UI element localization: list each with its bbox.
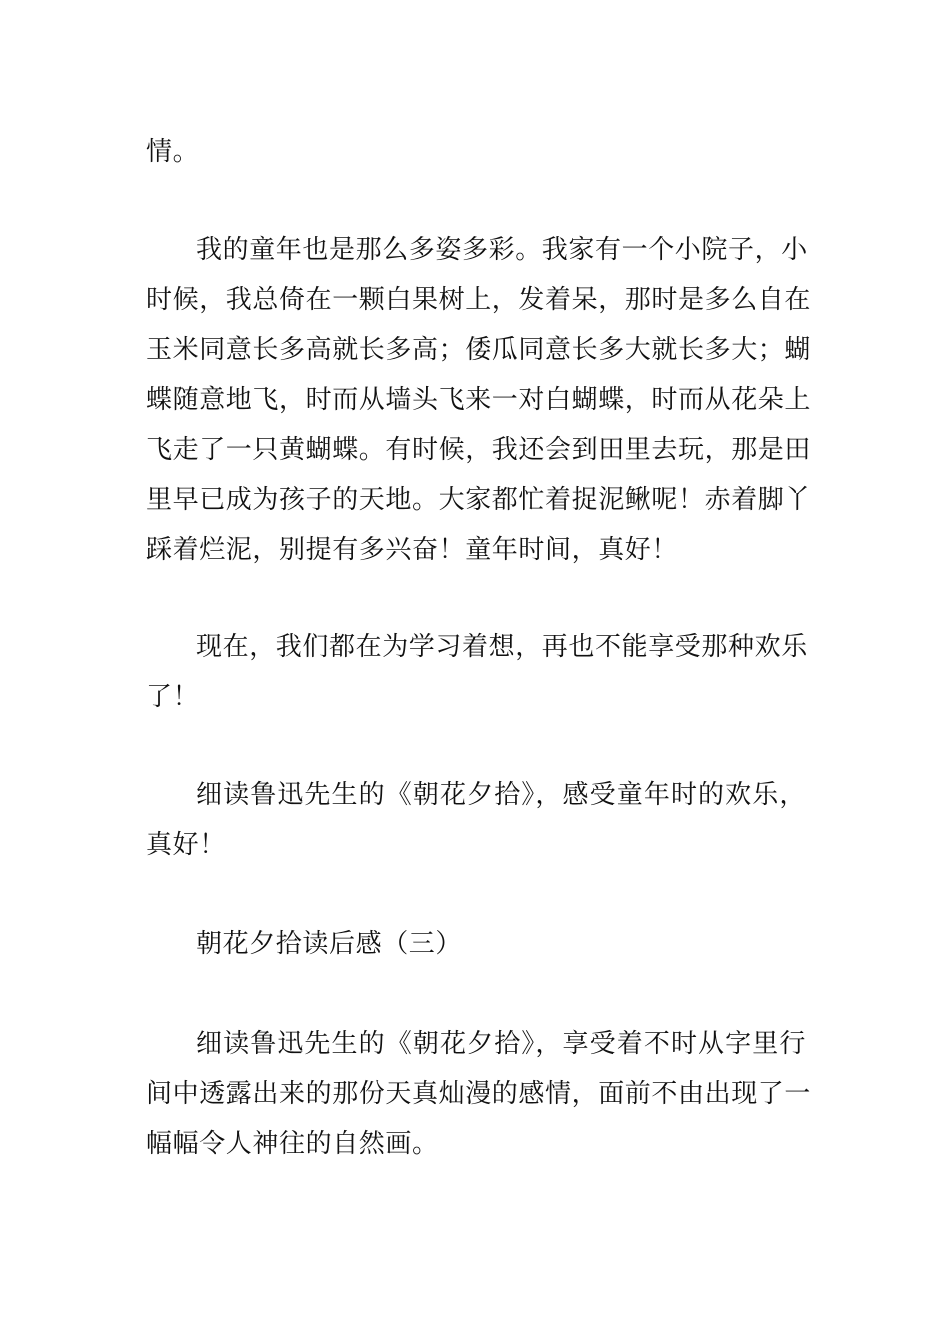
- paragraph-line: 踩着烂泥，别提有多兴奋！童年时间，真好！: [146, 535, 679, 565]
- paragraph-line: 飞走了一只黄蝴蝶。有时候，我还会到田里去玩，那是田: [146, 435, 812, 465]
- paragraph-line: 蝶随意地飞，时而从墙头飞来一对白蝴蝶，时而从花朵上: [146, 385, 812, 415]
- paragraph-line: 细读鲁迅先生的《朝花夕拾》，享受着不时从字里行: [196, 1029, 806, 1059]
- paragraph-line: 我的童年也是那么多姿多彩。我家有一个小院子，小: [196, 235, 808, 265]
- paragraph-line: 间中透露出来的那份天真灿漫的感情，面前不由出现了一: [146, 1079, 812, 1109]
- continuation-line: 情。: [146, 137, 200, 167]
- paragraph-line: 幅幅令人神往的自然画。: [146, 1129, 439, 1159]
- paragraph-line: 细读鲁迅先生的《朝花夕拾》，感受童年时的欢乐，: [196, 780, 806, 810]
- paragraph-line: 时候，我总倚在一颗白果树上，发着呆，那时是多么自在: [146, 285, 812, 315]
- paragraph-line: 玉米同意长多高就长多高；倭瓜同意长多大就长多大；蝴: [146, 335, 812, 365]
- paragraph-line: 里早已成为孩子的天地。大家都忙着捉泥鳅呢！赤着脚丫: [146, 485, 812, 515]
- paragraph-line: 真好！: [146, 830, 226, 860]
- paragraph-line: 现在，我们都在为学习着想，再也不能享受那种欢乐: [196, 632, 808, 662]
- section-heading: 朝花夕拾读后感（三）: [196, 929, 463, 959]
- paragraph-line: 了！: [146, 682, 200, 712]
